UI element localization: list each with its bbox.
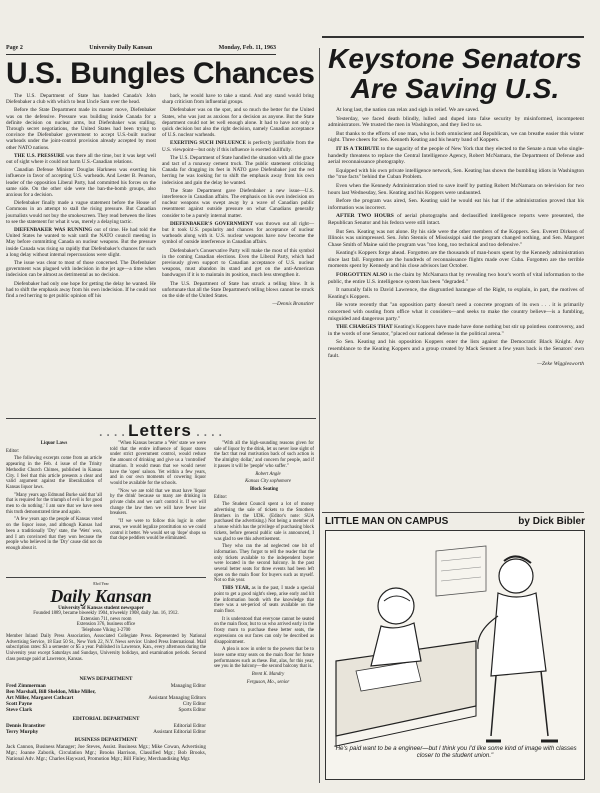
paragraph: The issue was clear to most of those concerned. The Diefenbaker government was plagued with indecision in the jet age—a time when indecision can be almost as detrimental as no decision. [6, 260, 156, 279]
subhead: FORGOTTEN ALSO [336, 272, 388, 279]
cartoon-title: LITTLE MAN ON CAMPUS [325, 516, 449, 527]
wall-chart-lines [441, 557, 481, 581]
paragraph: "A few years ago the people of Kansas voted on the liquor issue, and although Kansas had been a traditionally 'Dry' state, the 'Wets' won, and I am convinced that they won because the people who believed in the 'Dry' cause did not do enough about it. [6, 517, 102, 551]
paragraph: Editor: [6, 448, 20, 454]
paragraph: But Sen. Keating was not alone. By his side were the other members of the Koppers. Sen. Everett Dirksen of Illinois was unimpressed. Sen. John Stennis of Mississippi said the program changed nothing, and Sen. Margaret Chase Smith of Maine said the program was "too long, too technical and too defensive." [328, 228, 584, 248]
paragraph: EXERTING SUCH INFLUENCE is perfectly justifiable from the U.S. viewpoint—but only if this influence is exerted skillfully. [162, 140, 314, 153]
paragraph: It naturally falls to David Lawrence, the disgruntled harangue of the Right, to explain, in part, the motives of Keating's Koppers. [328, 287, 584, 300]
issue-date: Monday, Feb. 11, 1963 [218, 45, 276, 51]
student-head [499, 559, 533, 593]
staff-name: Scott Payne [6, 701, 33, 708]
staff-title: Sports Editor [178, 707, 206, 714]
letter-signature: Brent K. Mandry [251, 672, 285, 678]
staff-row [6, 707, 206, 713]
paragraph: Even when the Kennedy Administration tried to save itself by putting Robert McNamara on television for two hours last Wednesday, Sen. Keating and his Koppers were undaunted. [328, 182, 584, 196]
paragraph: IT IS A TRIBUTE to the sagacity of the people of New York that they elected to the Senate a man who single-handedly threatens to replace the Central Intelligence Agency, Robert McNamara, the Department of Defense and aerial reconnaissance photography. [328, 145, 584, 166]
staff-title: City Editor [182, 701, 206, 708]
student-body [491, 593, 546, 676]
letters-top-rule [6, 418, 316, 419]
letter-1-col-b [110, 441, 206, 544]
subhead: DIEFENBAKER'S GOVERNMENT [170, 220, 253, 227]
paragraph: He wrote recently that "an opposition party doesn't need a concrete program of its own . . . it is primarily concerned with ousting from office what it considers—and seeks to make the country believe—is a fumbling, misguided and dangerous party." [328, 302, 584, 322]
paragraph: Before the State Department made its master move, Diefenbaker was on the defensive. Pressure was building inside Canada for a definite decision on nuclear arms, but Diefenbaker was stalling. Through secret negotiations, the United States had been trying to convince the Diefenbaker government to accept U.S.-built nuclear warheads under the joint-control provision already accepted by most other NATO nations. [6, 107, 156, 151]
paragraph: Diefenbaker was on the spot, and so much the better for the United States, who was just as anxious for a decision as anyone. But the State department could not let well enough alone. It had to have not only a quick decision but also the right decision, namely Canadian acceptance of U.S. nuclear warheads. [162, 107, 314, 139]
business-staff-list: Jack Cannon, Business Manager; Joe Steves, Assist. Business Mgr.; Mike Cowan, Advertising Mgr.; Joanne Zaborik, Circulation Mgr.; Brooks Harrison, Classified Mgr.; Bob Brooks, National Adv. Mgr.; Charles Hayward, Promotion Mgr.; Bill Finley, Merchandising Mgr. [6, 743, 206, 763]
letter-title: Block Seating [249, 486, 279, 492]
letter-2-column [214, 441, 314, 687]
letter-signature: Robert Angle [255, 471, 281, 477]
paragraph: "If we were to follow this logic in other areas, we would legalize prostitution so we could control it better. We would set up 'dope' shops so that dope peddlers would be eliminated. [110, 519, 206, 542]
advisor-head [378, 588, 414, 624]
cartoon-illustration [326, 531, 584, 779]
masthead-year: 83rd Year [93, 581, 109, 586]
staff-name: Dennis Branstiter [6, 722, 46, 729]
paragraph: At long last, the nation can relax and sigh in relief. We are saved. [336, 107, 480, 113]
news-staff-list [6, 683, 206, 713]
column-divider [319, 48, 320, 783]
paragraph: Editor: [214, 494, 228, 500]
letter-signature-detail: Kansas City sophomore [245, 479, 291, 485]
paragraph: Diefenbaker had only one hope for getting the delay he wanted. He had to shift the emphasis away from his own indecision. If he could not find a red herring to get public opinion off his [6, 280, 156, 300]
cartoon-author: by Dick Bibler [518, 516, 585, 527]
subhead: THIS YEAR, [222, 586, 250, 592]
paragraph: "With all the high-sounding reasons given for sale of liquor by the drink, let us never lose sight of the fact that real motivation back of such action is 'the almighty dollar,' and concern for people, and if it passes it will be 'people' who suffer." [214, 441, 314, 469]
staff-section-head: BUSINESS DEPARTMENT [74, 736, 138, 743]
staff-name: Fred Zimmerman [6, 683, 46, 690]
masthead-info [6, 611, 206, 662]
staff-title: Assistant Managing Editors [148, 695, 206, 702]
masthead-info-line: Extension 376, business office [76, 622, 136, 628]
staff-row [6, 729, 206, 735]
cartoon-drawing [325, 530, 585, 780]
editorial-left-column-2 [162, 93, 314, 310]
subhead: AFTER TWO HOURS [336, 213, 394, 220]
page-number: Page 2 [6, 45, 23, 51]
paragraph: Canadian Defense Minister Douglas Harkness was exerting his influence in favor of accepting U.S. warheads. And Lester B. Pearson, leader of the opposition Liberal Party, had committed his forces on the same side. On the other side were the ban-the-bomb groups, also anxious for a decision. [6, 167, 156, 199]
advisor-body [371, 623, 421, 666]
letter-1-col-a [6, 441, 102, 554]
subhead: THE CHARGES THAT [336, 324, 393, 331]
staff-name: Terry Murphy [6, 728, 39, 735]
paragraph: THE CHARGES THAT Keating's Koppers have made have done nothing but stir up pointless controversy, and in the words of one Senator, "placed our national defense in the political arena." [328, 324, 584, 337]
paragraph: THE U.S. PRESSURE was there all the time, but it was kept well out of sight where it could not harm U.S.-Canadian relations. [6, 152, 157, 166]
editorial-headline-left: U.S. Bungles Chances [6, 57, 315, 90]
paragraph: A plea is now in order to the powers that be to leave some stray seats on the main floor for future performances such as these. But, alas, for this year, see you in the balcony—the second balcony that is. [214, 647, 314, 670]
masthead-info-line: Telephone Viking 3-2700 [81, 628, 131, 634]
paragraph: The U.S. Department of State handled the situation with all the grace and tact of a runaway cement truck. The public statement criticizing Canada for dragging its feet in NATO gave Diefenbaker just the red herring he was looking for to shift the emphasis away from his own indecision and gain the delay he wanted. [162, 154, 314, 186]
paragraph: DIEFENBAKER'S GOVERNMENT was thrown out all right—but it took U.S. popularity and chances for acceptance of nuclear warheads along with it. U.S. nuclear weapons have now become the symbol of outside interference in Canadian affairs. [162, 220, 315, 246]
paragraph: "Many years ago Edmund Burke said that 'all that is required for the triumph of evil is for good men to do nothing.' I am sure that we have seen this truth demonstrated time and again. [6, 492, 102, 515]
staff-name: Ben Marshall, Bill Sheldon, Mike Miller, [6, 689, 96, 696]
paragraph: back, he would have to take a stand. And any stand would bring sharp criticism from influential groups. [162, 93, 314, 106]
cartoon-caption: "He's paid want to be a engineer—but I think you I'd like some kind of image with classes closer to the student union." [333, 745, 577, 759]
cartoon-heading [325, 516, 585, 527]
staff-name: Art Miller, Margaret Cathcart [6, 695, 74, 702]
paragraph: FORGOTTEN ALSO is the claim by McNamara that by revealing two hour's worth of vital information to the public, the entire U.S. intelligence system has been "degraded." [328, 272, 584, 285]
paragraph: The U.S. Department of State has struck a telling blow. It is unfortunate that all the State Department's telling blows cannot be struck on the side of the United States. [162, 280, 314, 300]
paragraph: Keating's Koppers forge ahead. Forgotten are the thousands of man-hours spent by the Kennedy administration since last fall. Forgotten are the hundreds of reconnaissance flights made over Cuba. Forgotten are the terrible moments spent by Kennedy and his close advisors last October. [328, 250, 584, 270]
masthead [6, 581, 196, 611]
staff-section-head: NEWS DEPARTMENT [79, 676, 133, 682]
paragraph: The Student Council spent a lot of money advertising the sale of tickets to the Smothers Brothers in the UDK. (Editor's note: SUA purchased the advertising.) Not being a member of a house which has the privilege of purchasing block tickets, before general public sale is announced, I was glad to see this advertisement. [214, 502, 314, 542]
header-rule [6, 54, 276, 55]
paragraph: AFTER TWO HOURS of aerial photographs and declassified intelligence reports were presented, the Republican Senator and his fedora were still intact. [328, 213, 585, 226]
cartoon-top-rule [322, 512, 584, 513]
paper-name: University Daily Kansan [89, 45, 153, 51]
paragraph: Before the program was aired, Sen. Keating said he would eat his hat if the administration proved that his information was incorrect. [328, 198, 584, 211]
paragraph: The State Department gave Diefenbaker a new issue—U.S. interference in Canadian affairs. The emphasis on his own indecision on nuclear weapons was swept away by a wave of Canadian public resentment against outside pressure on what Canadians generally consider to be a purely internal matter. [162, 187, 314, 219]
paragraph: THIS YEAR, as in the past, I made a special point to get a good night's sleep, arise early and hit the information booth with the knowledge that there was a set-period of seats available on the main floor. [214, 586, 315, 614]
staff-box [6, 674, 206, 762]
staff-title: Assistant Editorial Editor [153, 728, 206, 735]
masthead-info-line: Founded 1889, became biweekly 1904, triweekly 1908, daily Jan. 16, 1912. [33, 611, 179, 616]
student-legs [491, 671, 548, 736]
paragraph: Equipped with his own private intelligence network, Sen. Keating has shown the bumbling idiots in Washington the "true facts" behind the Cuban Problem. [328, 167, 584, 181]
subhead: IT IS A TRIBUTE [336, 145, 380, 152]
letter-title: Liquor Laws [40, 441, 68, 446]
paragraph: DIEFENBAKER WAS RUNNING out of time. He had told the United States he wanted to wait until the NATO council meeting in May before committing Canada on nuclear weapons. But the pressure inside Canada was rising so rapidly that Diefenbaker's chances for such a long delay without internal repercussions were slight. [6, 227, 157, 258]
staff-name: Steve Clark [6, 707, 33, 714]
signature: —Dennis Branstiter [272, 301, 314, 308]
staff-title: Managing Editor [170, 683, 206, 690]
masthead-info-line: Extension 711, news room [80, 616, 132, 622]
paragraph: Diefenbaker finally made a vague statement before the House of Commons in an attempt to stall the rising pressure. But Canadian journalists would not buy the smokescreen. They read between the lines to see the statement for what it was, merely a delaying tactic. [6, 200, 156, 225]
paragraph: So Sen. Keating and his opposition Koppers enter the lists against the Democratic Black Knight. Any resemblance to the Keating Koppers and a group created by Mack Sennett a few years back is the Senators' own fault. [328, 339, 584, 359]
subhead: DIEFENBAKER WAS RUNNING [14, 227, 93, 234]
masthead-info-paragraph: Member Inland Daily Press Association, Associated Collegiate Press. Represented by National Advertising Service, 18 East 50 St., New York 22, N.Y. News service: United Press International. Mail subscription rates: $3 a semester or $5 a year. Published in Lawrence, Kan., every afternoon during the University year except Saturdays and Sundays, University holidays, and examination periods. Second class postage paid at Lawrence, Kansas. [6, 633, 206, 662]
editorial-headline-right: Keystone Senators Are Saving U.S. [328, 43, 582, 104]
masthead-top-rule [6, 577, 206, 578]
editorial-staff-list [6, 723, 206, 735]
paragraph: They who ran the ad neglected one bit of information. They forgot to tell the reader that the only tickets available to the independent buyer were located in the second balcony. In the past several better seats for three events had been left open on the main floor for buyers such as myself. Not so this year. [214, 544, 314, 584]
letters-title: Letters [128, 421, 192, 440]
letters-banner: . . . . Letters . . . . [98, 421, 222, 440]
paragraph: It is understood that everyone cannot be seated on the main floor, but to us who arrived early in the frosty morn to purchase these better seats, the expressions on our faces can only be described as disappointment. [214, 616, 314, 645]
paragraph: The following excerpts come from an article appearing in the Feb. 4 issue of the Trinity Methodist Church Chimes, published in Kansas City. I feel that this article presents a clear and valid argument against the liberalization of Kansas liquor laws. [6, 456, 102, 490]
editorial-right-body [328, 107, 584, 370]
right-top-rule [322, 36, 584, 38]
staff-section-head: EDITORIAL DEPARTMENT [72, 715, 140, 722]
paragraph: But thanks to the efforts of one man, who is both omniscient and Republican, we can breathe easier this winter night. Three cheers for Sen. Kenneth Keating and his hearty band of Koppers. [328, 130, 584, 144]
page-header [6, 45, 276, 51]
paragraph: Diefenbaker's Conservative Party will make the most of this symbol in the coming Canadian elections. Even the Liberal Party, which had previously given support to Canadian acceptance of U.S. nuclear weapons, must abandon its stand and get on the anti-American bandwagon if it is to maintain its position, much less strengthen it. [162, 247, 314, 279]
paragraph: Yesterday, we faced death blindly, lulled and duped into false security by misinformed, incompetent administrators. We trusted the men in Washington, and they lied to us. [328, 115, 584, 129]
masthead-logo: Daily Kansan [50, 586, 152, 606]
editorial-left-column-1 [6, 93, 156, 301]
paragraph: "Now we are told that we must have 'liquor by the drink' because so many are drinking in private clubs and we can't control it. If we will change the law then we will have fewer law breakers. [110, 488, 206, 517]
paragraph: The U.S. Department of State has handed Canada's John Diefenbaker a club with which to beat Uncle Sam over the head. [6, 93, 156, 106]
subhead: EXERTING SUCH INFLUENCE [170, 140, 247, 147]
paragraph: "When Kansas became a 'Wet' state we were told that the entire influence of liquor stores under strict government control, would reduce the amount of drinking and give us a 'controlled' situation. It would mean that we would never have the 'open' saloon. Yet within a few years, and in our own moments of cowering liquor would be available for the schools. [110, 441, 206, 486]
staff-title: Editorial Editor [173, 722, 206, 729]
masthead-subtitle: University of Kansas student newspaper [58, 606, 144, 611]
signature: —Zeke Wigglesworth [537, 361, 584, 368]
letter-signature-detail: Ferguson, Mo., senior [246, 679, 290, 685]
subhead: THE U.S. PRESSURE [14, 152, 65, 159]
